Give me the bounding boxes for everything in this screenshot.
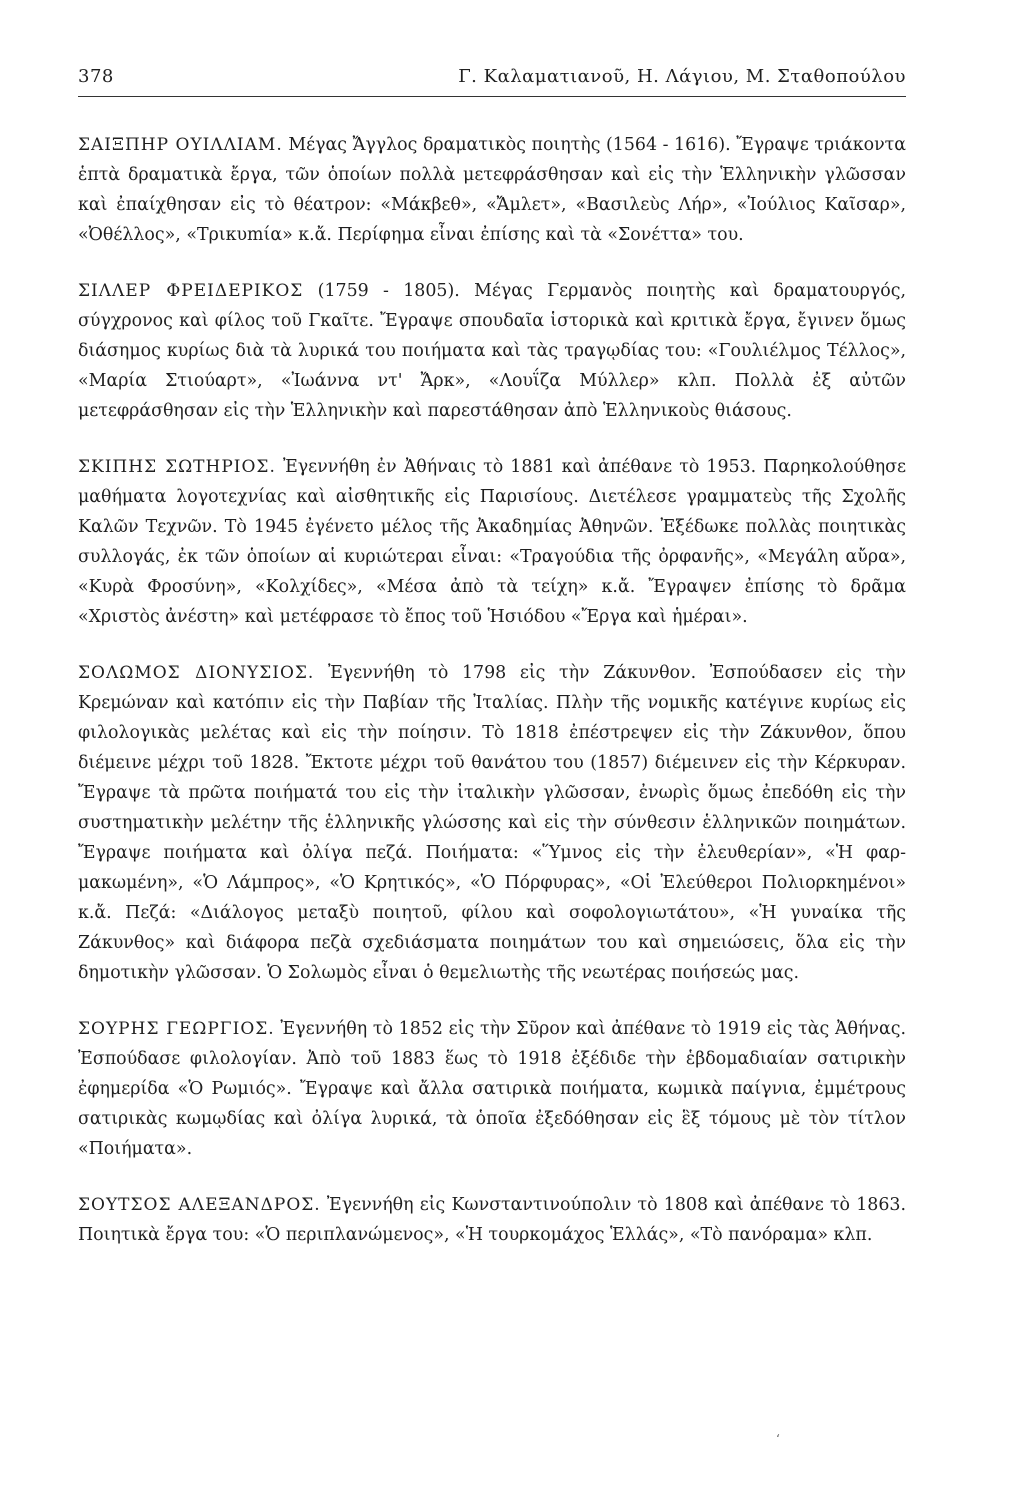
entry-souris <box>78 1014 906 1164</box>
page-speck: ‘ <box>776 1432 780 1446</box>
entry-schiller <box>78 276 906 426</box>
entry-text: Μέγας Ἄγγλος δραματικὸς ποιητὴς (1564 - 1616). Ἔγραψε τριάκοντα ἑπτὰ δραματικὰ ἔργα, τῶν ὁποίων πολλὰ μετεφράσθησαν καὶ εἰς τὴν Ἑλληνικὴν γλῶσσαν καὶ ἐπαίχθησαν εἰς τὸ θέατρον: «Μάκβεθ», «Ἄμλετ», «Βασιλεὺς Λήρ», «Ἰούλιος Καῖσαρ», «Ὀθέλλος», «Τρικυmία» κ.ἄ. Περίφημα εἶναι ἐπίσης καὶ τὰ «Σονέττα» του. <box>78 135 906 245</box>
entry-text: Ἐγεννήθη τὸ 1798 εἰς τὴν Ζάκυνθον. Ἐσπούδασεν εἰς τὴν Κρεμώναν καὶ κατόπιν εἰς τὴν Παβίαν τῆς Ἰταλίας. Πλὴν τῆς νομικῆς κατέγινε κυρίως εἰς φιλολογικὰς μελέτας καὶ εἰς τὴν ποίησιν. Τὸ 1818 ἐπέστρεψεν εἰς τὴν Ζάκυνθον, ὅπου διέμεινε μέχρι τοῦ 1828. Ἔκτοτε μέχρι τοῦ θανάτου του (1857) διέμεινεν εἰς τὴν Κέρκυραν. Ἔγραψε τὰ πρῶτα ποιήματά του εἰς τὴν ἰταλικὴν γλῶσσαν, ἐνωρὶς ὅμως ἐπεδόθη εἰς τὴν συστηματικὴν μελέτην τῆς ἑλληνικῆς γλώσσης καὶ εἰς τὴν σύνθεσιν ἑλληνικῶν ποιημάτων. Ἔγραψε ποιήματα καὶ ὀλίγα πεζά. Ποιήματα: «Ὕμνος εἰς τὴν ἐλευθερίαν», «Ἡ φαρμακωμένη», «Ὁ Λάμπρος», «Ὁ Κρητικός», «Ὁ Πόρφυρας», «Οἱ Ἐλεύθεροι Πολιορκημένοι» κ.ἄ. Πεζά: «Διάλογος μεταξὺ ποιητοῦ, φίλου καὶ σοφολογιωτάτου», «Ἡ γυναίκα τῆς Ζάκυνθος» καὶ διάφορα πεζὰ σχεδιάσματα ποιημάτων του καὶ σημειώσεις, ὅλα εἰς τὴν δημοτικὴν γλῶσσαν. Ὁ Σολωμὸς εἶναι ὁ θεμελιωτὴς τῆς νεωτέρας ποιήσεώς μας. <box>78 663 906 983</box>
entries-list <box>78 130 906 1276</box>
page-number: 378 <box>78 66 114 87</box>
entry-soutsos <box>78 1190 906 1250</box>
entry-text: Ἐγεννήθη ἐν Ἀθήναις τὸ 1881 καὶ ἀπέθανε τὸ 1953. Παρηκολούθησε μαθήματα λογοτεχνίας καὶ αἰσθητικῆς εἰς Παρισίους. Διετέλεσε γραμματεὺς τῆς Σχολῆς Καλῶν Τεχνῶν. Τὸ 1945 ἐγένετο μέλος τῆς Ἀκαδημίας Ἀθηνῶν. Ἐξέδωκε πολλὰς ποιητικὰς συλλογάς, ἐκ τῶν ὁποίων αἱ κυριώτεραι εἶναι: «Τραγούδια τῆς ὀρφανῆς», «Μεγάλη αὔρα», «Κυρὰ Φροσύνη», «Κολχίδες», «Μέσα ἀπὸ τὰ τείχη» κ.ἄ. Ἔγραψεν ἐπίσης τὸ δρᾶμα «Χριστὸς ἀνέστη» καὶ μετέφρασε τὸ ἔπος τοῦ Ἡσιόδου «Ἔργα καὶ ἡμέραι». <box>78 457 906 627</box>
entry-text: (1759 - 1805). Μέγας Γερμανὸς ποιητὴς καὶ δραματουργός, σύγχρονος καὶ φίλος τοῦ Γκαῖτε. Ἔγραψε σπουδαῖα ἱστορικὰ καὶ κριτικὰ ἔργα, ἔγινεν ὅμως διάσημος κυρίως διὰ τὰ λυρικά του ποιήματα καὶ τὰς τραγῳδίας του: «Γουλιέλμος Τέλλος», «Μαρία Στιούαρτ», «Ἰωάννα ντ' Ἄρκ», «Λουΐζα Μύλλερ» κλπ. Πολλὰ ἐξ αὐτῶν μετεφράσθησαν εἰς τὴν Ἑλληνικὴν καὶ παρεστάθησαν ἀπὸ Ἑλληνικοὺς θιάσους. <box>78 281 907 421</box>
running-head <box>78 62 906 92</box>
entry-skipis <box>78 452 906 632</box>
running-head-title: Γ. Καλαματιανοῦ, Η. Λάγιου, Μ. Σταθοπούλου <box>458 66 906 87</box>
entry-text: Ἐγεννήθη τὸ 1852 εἰς τὴν Σῦρον καὶ ἀπέθανε τὸ 1919 εἰς τὰς Ἀθήνας. Ἐσπούδασε φιλολογίαν. Ἀπὸ τοῦ 1883 ἕως τὸ 1918 ἐξέδιδε τὴν ἑβδομαδιαίαν σατιρικὴν ἐφημερίδα «Ὁ Ρωμιός». Ἔγραψε καὶ ἄλλα σατιρικὰ ποιήματα, κωμικὰ παίγνια, ἐμμέτρους σατιρικὰς κωμῳδίας καὶ ὀλίγα λυρικά, τὰ ὁποῖα ἐξεδόθησαν εἰς ἓξ τόμους μὲ τὸν τίτλον «Ποιήματα». <box>78 1019 906 1159</box>
page <box>78 62 907 1245</box>
entry-name: ΣΑΙΞΠΗΡ ΟΥΙΛΛΙΑΜ. <box>78 135 283 155</box>
entry-name: ΣΙΛΛΕΡ ΦΡΕΙΔΕΡΙΚΟΣ <box>78 281 304 301</box>
entry-name: ΣΟΥΡΗΣ ΓΕΩΡΓΙΟΣ. <box>78 1019 275 1039</box>
header-rule <box>78 96 906 97</box>
entry-text: Ἐγεννήθη εἰς Κωνσταντινούπολιν τὸ 1808 καὶ ἀπέθανε τὸ 1863. Ποιητικὰ ἔργα του: «Ὁ περιπλανώμενος», «Ἡ τουρκομάχος Ἑλλάς», «Τὸ πανόραμα» κλπ. <box>78 1195 906 1245</box>
entry-shakespeare <box>78 130 906 250</box>
entry-name: ΣΚΙΠΗΣ ΣΩΤΗΡΙΟΣ. <box>78 457 276 477</box>
entry-name: ΣΟΥΤΣΟΣ ΑΛΕΞΑΝΔΡΟΣ. <box>78 1195 321 1215</box>
entry-solomos <box>78 658 906 988</box>
entry-name: ΣΟΛΩΜΟΣ ΔΙΟΝΥΣΙΟΣ. <box>78 663 315 683</box>
